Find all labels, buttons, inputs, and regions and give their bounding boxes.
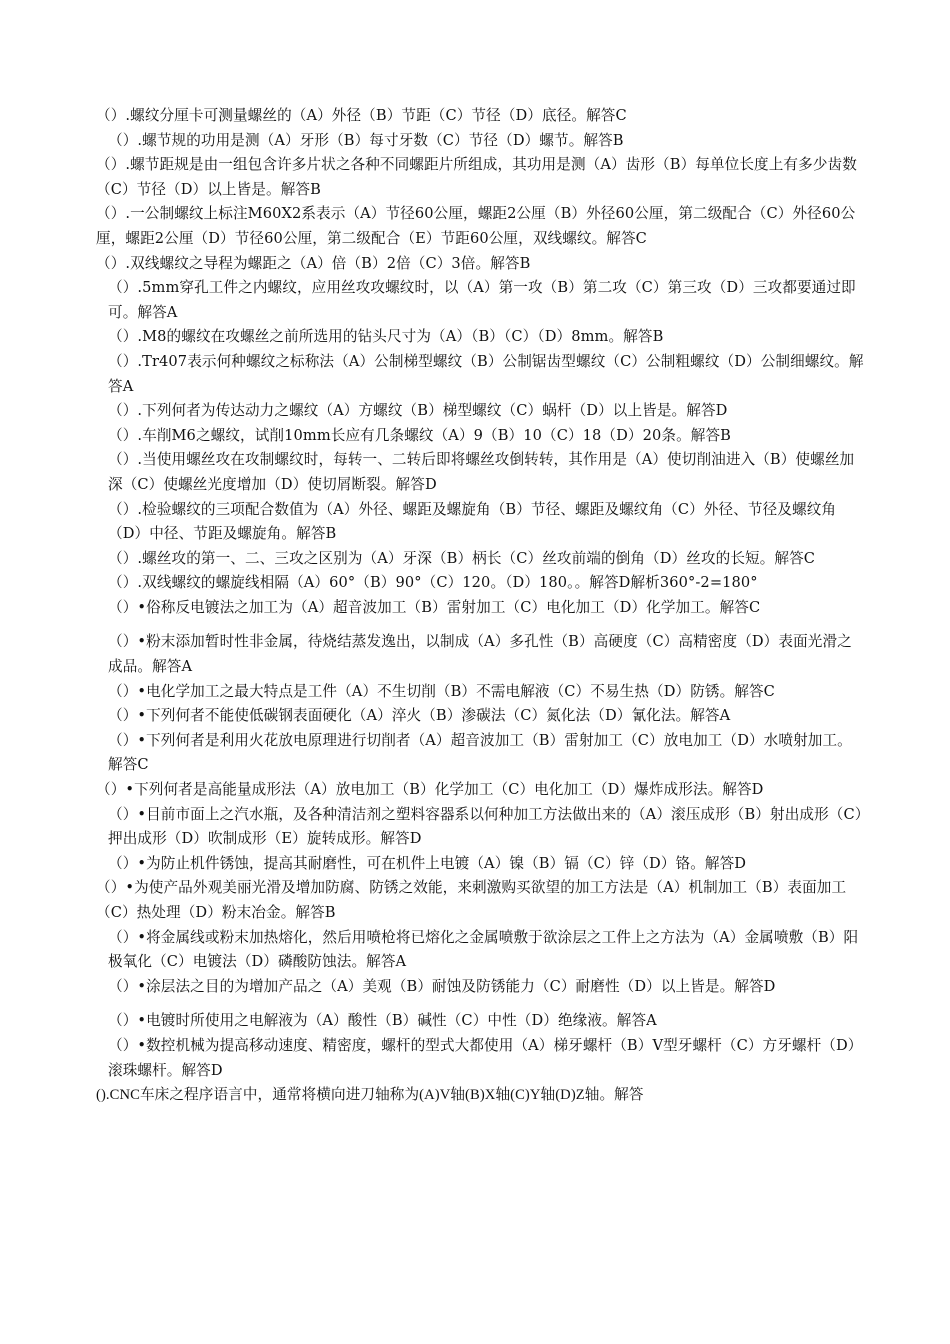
question-item: （）•数控机械为提高移动速度、精密度，螺杆的型式大都使用（A）梯牙螺杆（B）V型牙螺杆（C）方牙螺杆（D）滚珠螺杆。解答D: [108, 1036, 863, 1079]
question-item: （）•粉末添加暂时性非金属，待烧结蒸发逸出，以制成（A）多孔性（B）高硬度（C）高精密度（D）表面光滑之成品。解答A: [108, 633, 852, 676]
question-item: （）•俗称反电镀法之加工为（A）超音波加工（B）雷射加工（C）电化加工（D）化学加工。解答C: [108, 598, 761, 616]
question-item: （）.下列何者为传达动力之螺纹（A）方螺纹（B）梯型螺纹（C）蜗杆（D）以上皆是。解答D: [108, 402, 728, 420]
question-item: （）.5mm穿孔工件之内螺纹，应用丝攻攻螺纹时，以（A）第一攻（B）第二攻（C）第三攻（D）三攻都要通过即可。解答A: [108, 279, 856, 321]
question-list: [96, 104, 866, 1108]
question-item: ().CNC车床之程序语言中，通常将横向进刀轴称为(A)V轴(B)X轴(C)Y轴(D)Z轴。解答: [96, 1087, 644, 1104]
question-item: （）.M8的螺纹在攻螺丝之前所选用的钻头尺寸为（A）（B）（C）（D）8mm。解答B: [108, 328, 664, 346]
question-item: （）.双线螺纹之导程为螺距之（A）倍（B）2倍（C）3倍。解答B: [96, 254, 531, 272]
question-item: （）.当使用螺丝攻在攻制螺纹时，每转一、二转后即将螺丝攻倒转转，其作用是（A）使切削油进入（B）使螺丝加深（C）使螺丝光度增加（D）使切屑断裂。解答D: [108, 451, 855, 493]
question-item: （）•下列何者是利用火花放电原理进行切削者（A）超音波加工（B）雷射加工（C）放电加工（D）水喷射加工。解答C: [108, 731, 852, 774]
question-item: （）.Tr407表示何种螺纹之标称法（A）公制梯型螺纹（B）公制锯齿型螺纹（C）公制粗螺纹（D）公制细螺纹。解答A: [108, 352, 864, 395]
question-item: （）.螺节距规是由一组包含许多片状之各种不同螺距片所组成，其功用是测（A）齿形（B）每单位长度上有多少齿数（C）节径（D）以上皆是。解答B: [96, 156, 857, 198]
question-item: （）•下列何者是高能量成形法（A）放电加工（B）化学加工（C）电化加工（D）爆炸成形法。解答D: [96, 781, 764, 799]
question-item: （）.双线螺纹的螺旋线相隔（A）60°（B）90°（C）120。（D）180。。解答D解析360°-2=180°: [108, 574, 758, 592]
question-item: （）•为防止机件锈蚀，提高其耐磨性，可在机件上电镀（A）镍（B）镉（C）锌（D）铬。解答D: [108, 854, 747, 872]
question-item: （）.螺纹分厘卡可测量螺丝的（A）外径（B）节距（C）节径（D）底径。解答C: [96, 107, 627, 124]
question-item: （）•下列何者不能使低碳钢表面硬化（A）淬火（B）渗碳法（C）氮化法（D）氰化法。解答A: [108, 707, 731, 725]
question-item: （）•涂层法之目的为增加产品之（A）美观（B）耐蚀及防锈能力（C）耐磨性（D）以上皆是。解答D: [108, 977, 776, 995]
question-item: （）•为使产品外观美丽光滑及增加防腐、防锈之效能，来刺激购买欲望的加工方法是（A）机制加工（B）表面加工（C）热处理（D）粉末冶金。解答B: [96, 879, 847, 921]
question-item: （）.一公制螺纹上标注M60X2系表示（A）节径60公厘，螺距2公厘（B）外径60公厘，第二级配合（C）外径60公厘，螺距2公厘（D）节径60公厘，第二级配合（E）节距60公厘，双线螺纹。解答C: [96, 205, 856, 247]
question-item: （）.螺丝攻的第一、二、三攻之区别为（A）牙深（B）柄长（C）丝攻前端的倒角（D）丝攻的长短。解答C: [108, 549, 816, 567]
question-item: （）.车削M6之螺纹，试削10mm长应有几条螺纹（A）9（B）10（C）18（D）20条。解答B: [108, 426, 731, 444]
question-item: （）•目前市面上之汽水瓶，及各种清洁剂之塑料容器系以何种加工方法做出来的（A）滚压成形（B）射出成形（C）押出成形（D）吹制成形（E）旋转成形。解答D: [108, 805, 863, 848]
question-item: （）•电化学加工之最大特点是工件（A）不生切削（B）不需电解液（C）不易生热（D）防锈。解答C: [108, 682, 775, 700]
question-item: （）.检验螺纹的三项配合数值为（A）外径、螺距及螺旋角（B）节径、螺距及螺纹角（C）外径、节径及螺纹角（D）中径、节距及螺旋角。解答B: [108, 500, 837, 543]
question-item: （）•电镀时所使用之电解液为（A）酸性（B）碱性（C）中性（D）绝缘液。解答A: [108, 1012, 657, 1030]
question-item: （）•将金属线或粉末加热熔化，然后用喷枪将已熔化之金属喷敷于欲涂层之工件上之方法为（A）金属喷敷（B）阳极氧化（C）电镀法（D）磷酸防蚀法。解答A: [108, 928, 859, 971]
question-item: （）.螺节规的功用是测（A）牙形（B）每寸牙数（C）节径（D）螺节。解答B: [108, 131, 624, 149]
